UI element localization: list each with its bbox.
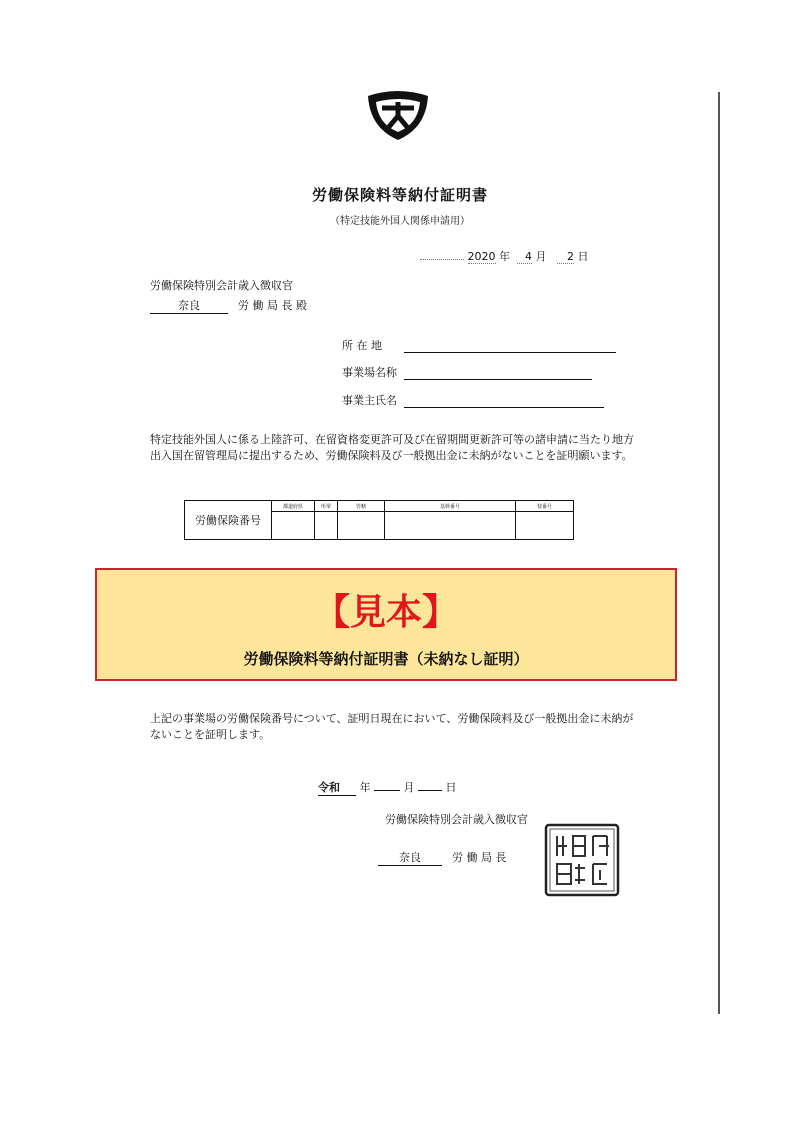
insurance-number-table xyxy=(184,500,574,540)
date-year-label: 年 xyxy=(499,250,510,263)
field-business-name[interactable] xyxy=(342,364,592,380)
sample-banner xyxy=(95,568,677,681)
addressee-prefecture: 奈良 xyxy=(150,297,228,314)
field-owner-name[interactable] xyxy=(342,392,604,408)
date-day: 2 xyxy=(557,250,574,264)
cell-base-number[interactable] xyxy=(385,512,516,540)
document-title: 労働保険料等納付証明書 xyxy=(311,186,488,204)
cert-date-day-label: 日 xyxy=(445,781,457,794)
field-location[interactable] xyxy=(342,337,616,353)
certification-date xyxy=(318,779,457,796)
request-paragraph: 特定技能外国人に係る上陸許可、在留資格変更許可及び在留期間更新許可等の諸申請に当たり地方出入国在留管理局に提出するため、労働保険料及び一般拠出金に未納がないことを証明願います。 xyxy=(150,433,634,462)
emblem-icon xyxy=(364,88,432,144)
issuer-line1: 労働保険特別会計歳入徴収官 xyxy=(385,813,528,826)
header-base-number: 基幹番号 xyxy=(385,501,516,512)
field-location-label: 所 在 地 xyxy=(342,339,382,352)
cert-date-era: 令和 xyxy=(318,779,356,796)
insurance-number-label: 労働保険番号 xyxy=(185,501,272,540)
header-jurisdiction: 所掌 xyxy=(315,501,338,512)
official-seal-icon xyxy=(543,822,621,898)
sample-banner-sub: 労働保険料等納付証明書（未納なし証明） xyxy=(243,650,529,668)
field-location-value xyxy=(404,340,616,353)
date-month-label: 月 xyxy=(535,250,547,263)
issuer-line2 xyxy=(378,849,507,866)
field-owner-name-value xyxy=(404,395,604,408)
application-date xyxy=(420,248,589,264)
addressee-line2 xyxy=(150,297,307,314)
field-owner-name-label: 事業主氏名 xyxy=(342,394,397,407)
addressee-line1: 労働保険特別会計歳入徴収官 xyxy=(150,279,293,292)
header-branch-number: 枝番号 xyxy=(516,501,574,512)
cert-date-month-blank xyxy=(374,790,400,791)
cell-control[interactable] xyxy=(338,512,385,540)
field-business-name-value xyxy=(404,367,592,380)
cell-branch-number[interactable] xyxy=(516,512,574,540)
date-month: 4 xyxy=(517,250,532,264)
date-day-label: 日 xyxy=(577,250,589,263)
cert-date-day-blank xyxy=(418,790,442,791)
issuer-prefecture: 奈良 xyxy=(378,849,442,866)
header-control: 管轄 xyxy=(338,501,385,512)
cell-jurisdiction[interactable] xyxy=(315,512,338,540)
date-year-blank xyxy=(420,259,464,260)
sample-banner-main: 【見本】 xyxy=(313,592,458,633)
page-margin-line xyxy=(718,92,720,1014)
cert-date-month-label: 月 xyxy=(403,781,415,794)
cert-date-year-label: 年 xyxy=(359,781,371,794)
field-business-name-label: 事業場名称 xyxy=(342,366,397,379)
issuer-office: 労 働 局 長 xyxy=(452,851,507,864)
addressee-office: 労 働 局 長 殿 xyxy=(238,299,307,312)
cell-prefecture[interactable] xyxy=(272,512,315,540)
certification-paragraph: 上記の事業場の労働保険番号について、証明日現在において、労働保険料及び一般拠出金に未納がないことを証明します。 xyxy=(150,712,634,741)
document-subtitle: （特定技能外国人関係申請用） xyxy=(330,216,470,227)
header-prefecture: 都道府県 xyxy=(272,501,315,512)
date-year: 2020 xyxy=(467,250,496,263)
